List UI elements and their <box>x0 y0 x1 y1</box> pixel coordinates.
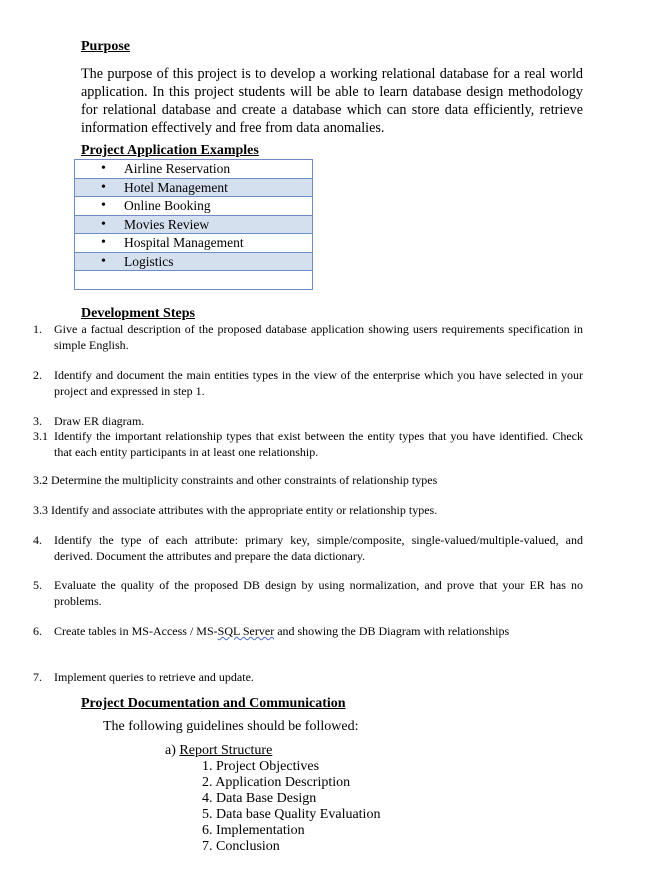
report-items-list <box>202 759 380 855</box>
examples-row-empty <box>75 271 312 289</box>
development-step <box>33 578 583 609</box>
step-number: 3.1 <box>33 429 48 443</box>
step-text: Give a factual description of the proposed database application showing users requirements specification in simple English. <box>54 322 583 352</box>
examples-table <box>74 159 313 290</box>
step-text: Draw ER diagram. <box>54 414 145 428</box>
step-text-part: Create tables in MS-Access / MS- <box>54 624 218 638</box>
step-number: 1. <box>33 322 42 336</box>
development-step <box>33 503 583 519</box>
bullet-icon: • <box>101 198 106 213</box>
bullet-icon: • <box>101 235 106 250</box>
step-text: Determine the multiplicity constraints and other constraints of relationship types <box>51 473 438 487</box>
step-text: Identify and associate attributes with the appropriate entity or relationship types. <box>51 503 438 517</box>
spellcheck-flagged-text: SQL Server <box>217 624 275 638</box>
examples-row <box>75 197 312 216</box>
report-structure-heading <box>165 743 272 759</box>
development-step <box>33 322 583 353</box>
example-label: Hotel Management <box>124 179 228 195</box>
step-number: 4. <box>33 533 42 547</box>
development-step <box>33 368 583 399</box>
example-label: Airline Reservation <box>124 161 231 176</box>
list-item: 2. Application Description <box>202 775 351 790</box>
development-heading: Development Steps <box>81 306 195 321</box>
step-number: 3.2 <box>33 473 48 487</box>
list-item: 1. Project Objectives <box>202 759 320 774</box>
step-text: Identify the important relationship types that exist between the entity types that you have identified. Check that each entity participants in at least one relationship. <box>54 429 583 459</box>
step-text: Identify the type of each attribute: primary key, simple/composite, single-valued/multiple-valued, and derived. Document the attributes and prepare the data dictionary. <box>54 533 583 563</box>
step-number: 5. <box>33 578 42 592</box>
example-label: Logistics <box>124 253 174 269</box>
example-label: Hospital Management <box>124 235 244 250</box>
development-step <box>33 429 583 460</box>
bullet-icon: • <box>101 253 106 269</box>
development-step <box>33 473 583 489</box>
bullet-icon: • <box>101 216 106 232</box>
step-text: Identify and document the main entities types in the view of the enterprise which you have selected in your project and expressed in step 1. <box>54 368 583 398</box>
list-item: 5. Data base Quality Evaluation <box>202 807 381 822</box>
examples-row <box>75 234 312 253</box>
step-number: 7. <box>33 670 42 684</box>
purpose-heading: Purpose <box>81 39 130 54</box>
list-item: 7. Conclusion <box>202 839 280 854</box>
examples-row <box>75 216 312 235</box>
examples-heading: Project Application Examples <box>81 143 259 158</box>
development-step <box>33 533 583 564</box>
documentation-heading: Project Documentation and Communication <box>81 696 346 711</box>
step-number: 3.3 <box>33 503 48 517</box>
step-text <box>54 624 583 640</box>
step-text: Evaluate the quality of the proposed DB design by using normalization, and prove that your ER has no problems. <box>54 578 583 608</box>
step-text-part: and showing the DB Diagram with relationships <box>274 624 510 638</box>
list-item: 6. Implementation <box>202 823 305 838</box>
examples-row <box>75 160 312 179</box>
development-step <box>33 414 583 430</box>
step-text: Implement queries to retrieve and update. <box>54 670 254 684</box>
example-label: Movies Review <box>124 216 210 232</box>
guidelines-text: The following guidelines should be followed: <box>103 719 359 734</box>
examples-row <box>75 179 312 198</box>
example-label: Online Booking <box>124 198 211 213</box>
list-item: 4. Data Base Design <box>202 791 317 806</box>
step-number: 6. <box>33 624 42 638</box>
development-step <box>33 670 583 686</box>
step-number: 3. <box>33 414 42 428</box>
report-title: Report Structure <box>179 743 273 758</box>
bullet-icon: • <box>101 179 106 195</box>
purpose-text: The purpose of this project is to develop a working relational database for a real world application. In this project students will be able to learn database design methodology for relational database and create a database which can store data efficiently, retrieve information effectively and free from data anomalies. <box>81 66 583 136</box>
step-number: 2. <box>33 368 42 382</box>
development-step <box>33 624 583 640</box>
report-marker: a) <box>165 743 176 758</box>
examples-row <box>75 253 312 272</box>
bullet-icon: • <box>101 161 106 176</box>
